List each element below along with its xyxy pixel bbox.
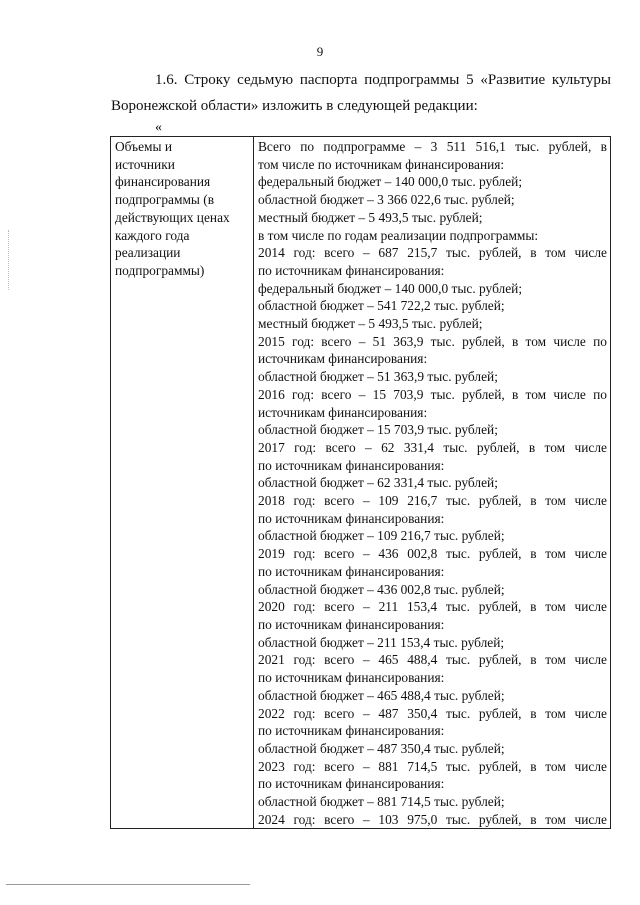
intro-line-1: 1.6. Строку седьмую паспорта подпрограммы 5 «Развитие культуры — [155, 72, 611, 88]
value-line: по источникам финансирования: — [258, 563, 445, 579]
value-line: 2015 год: всего – 51 363,9 тыс. рублей, в том числе по — [258, 333, 607, 349]
passport-table — [110, 136, 611, 829]
value-line: 2020 год: всего – 211 153,4 тыс. рублей, в том числе — [258, 599, 607, 615]
label-line: финансирования — [115, 174, 211, 190]
row-value-cell — [254, 137, 611, 829]
footer-rule — [6, 884, 250, 885]
intro-line-2: Воронежской области» изложить в следующей редакции: — [111, 98, 478, 114]
value-line: источникам финансирования: — [258, 351, 428, 367]
page-number: 9 — [316, 44, 324, 59]
value-line: по источникам финансирования: — [258, 670, 445, 686]
value-line: областной бюджет – 62 331,4 тыс. рублей; — [258, 475, 498, 491]
value-line: по источникам финансирования: — [258, 262, 445, 278]
value-line: 2021 год: всего – 465 488,4 тыс. рублей, в том числе — [258, 652, 607, 668]
value-line: 2018 год: всего – 109 216,7 тыс. рублей, в том числе — [258, 493, 607, 509]
label-line: каждого года — [115, 227, 190, 243]
label-line: подпрограммы) — [115, 262, 205, 278]
value-line: 2016 год: всего – 15 703,9 тыс. рублей, в том числе по — [258, 386, 607, 402]
value-line: 2014 год: всего – 687 215,7 тыс. рублей, в том числе — [258, 245, 607, 261]
value-line: том числе по источникам финансирования: — [258, 156, 505, 172]
value-line: областной бюджет – 51 363,9 тыс. рублей; — [258, 369, 498, 385]
value-line: областной бюджет – 881 714,5 тыс. рублей; — [258, 794, 505, 810]
value-line: областной бюджет – 465 488,4 тыс. рублей; — [258, 687, 505, 703]
opening-quote: « — [155, 120, 162, 135]
value-line: по источникам финансирования: — [258, 457, 445, 473]
value-line: областной бюджет – 487 350,4 тыс. рублей; — [258, 740, 505, 756]
label-line: источники — [115, 156, 175, 172]
value-line: областной бюджет – 436 002,8 тыс. рублей; — [258, 581, 505, 597]
passport-row — [111, 137, 611, 829]
value-line: местный бюджет – 5 493,5 тыс. рублей; — [258, 316, 483, 332]
value-line: по источникам финансирования: — [258, 776, 445, 792]
value-line: по источникам финансирования: — [258, 723, 445, 739]
value-line: по источникам финансирования: — [258, 510, 445, 526]
intro-paragraph — [111, 67, 611, 119]
value-line: областной бюджет – 3 366 022,6 тыс. рублей; — [258, 192, 515, 208]
value-line: 2022 год: всего – 487 350,4 тыс. рублей, в том числе — [258, 705, 607, 721]
value-line: 2023 год: всего – 881 714,5 тыс. рублей, в том числе — [258, 758, 607, 774]
value-line: 2017 год: всего – 62 331,4 тыс. рублей, в том числе — [258, 439, 607, 455]
scan-margin-mark — [8, 230, 10, 290]
value-line: областной бюджет – 15 703,9 тыс. рублей; — [258, 422, 498, 438]
value-line: федеральный бюджет – 140 000,0 тыс. рублей; — [258, 280, 523, 296]
label-line: подпрограммы (в — [115, 192, 215, 208]
value-line: Всего по подпрограмме – 3 511 516,1 тыс. рублей, в — [258, 139, 607, 154]
value-line: 2019 год: всего – 436 002,8 тыс. рублей, в том числе — [258, 546, 607, 562]
value-line: федеральный бюджет – 140 000,0 тыс. рублей; — [258, 174, 523, 190]
value-line: 2024 год: всего – 103 975,0 тыс. рублей, в том числе — [258, 811, 607, 827]
label-line: реализации — [115, 245, 181, 261]
row-label-cell — [111, 137, 254, 829]
value-line: областной бюджет – 109 216,7 тыс. рублей; — [258, 528, 505, 544]
value-line: по источникам финансирования: — [258, 616, 445, 632]
value-line: областной бюджет – 211 153,4 тыс. рублей; — [258, 634, 505, 650]
value-line: источникам финансирования: — [258, 404, 428, 420]
value-line: областной бюджет – 541 722,2 тыс. рублей; — [258, 298, 505, 314]
value-line: местный бюджет – 5 493,5 тыс. рублей; — [258, 209, 483, 225]
value-line: в том числе по годам реализации подпрограммы: — [258, 227, 539, 243]
label-line: Объемы и — [115, 139, 173, 154]
label-line: действующих ценах — [115, 209, 230, 225]
